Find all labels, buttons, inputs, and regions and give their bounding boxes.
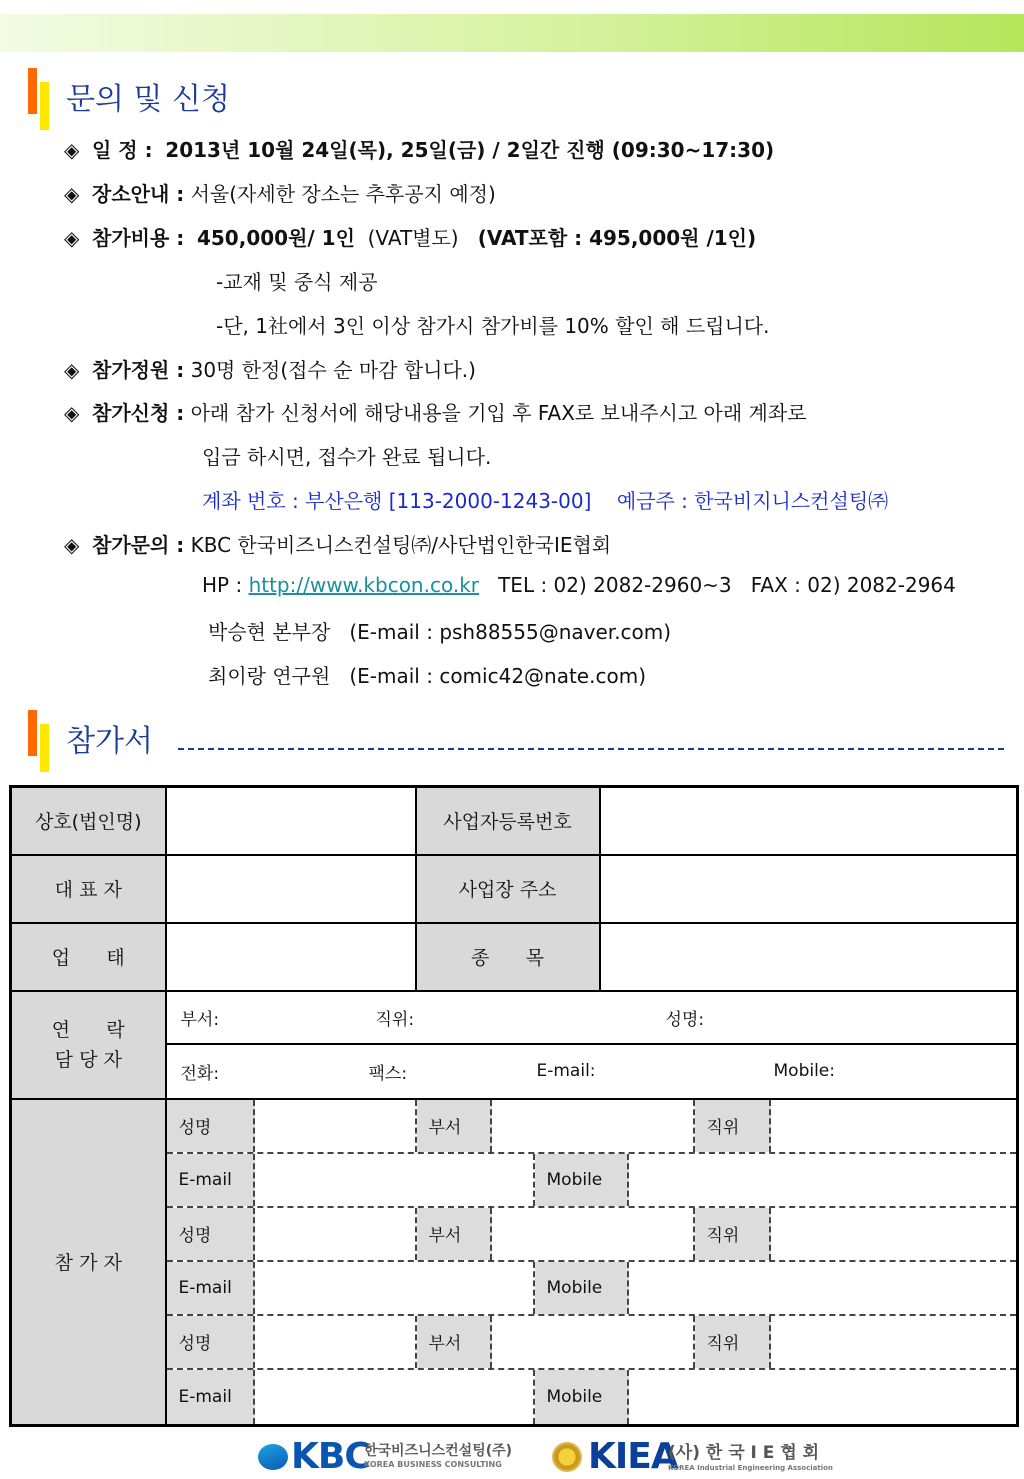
- participant-position-field[interactable]: [771, 1208, 1017, 1260]
- participant-name-field[interactable]: [255, 1100, 417, 1152]
- diamond-bullet-icon: ◈: [64, 226, 80, 250]
- capacity-label: 참가정원 :: [92, 358, 185, 382]
- orange-accent-bar: [28, 710, 37, 756]
- section-heading-inquiry: [28, 68, 1008, 130]
- participant-name-label: 성명: [167, 1316, 255, 1368]
- venue-line: [64, 178, 496, 207]
- participant-mobile-label: Mobile: [535, 1370, 629, 1424]
- participant-position-label: 직위: [695, 1100, 771, 1152]
- participant-2-row-a: [167, 1208, 1017, 1262]
- participant-mobile-field[interactable]: [629, 1262, 1017, 1314]
- dept-label: 부서:: [180, 1009, 220, 1030]
- company-name-field[interactable]: [166, 787, 416, 855]
- participant-position-label: 직위: [695, 1316, 771, 1368]
- orange-accent-bar: [28, 68, 37, 114]
- participants-label: 참 가 자: [11, 1099, 166, 1426]
- business-address-field[interactable]: [600, 855, 1018, 923]
- business-type-field[interactable]: [166, 923, 416, 991]
- kbc-logo: [258, 1436, 513, 1479]
- fee-label: 참가비용 :: [92, 226, 185, 250]
- apply-line1: 아래 참가 신청서에 해당내용을 기입 후 FAX로 보내주시고 아래 계좌로: [190, 401, 807, 425]
- business-number-label: 사업자등록번호: [416, 787, 600, 855]
- diamond-bullet-icon: ◈: [64, 533, 80, 557]
- footer-logos: [0, 1436, 1024, 1479]
- kiea-korean-name: (사) 한 국 I E 협 회: [668, 1443, 820, 1463]
- fee-note-discount: -단, 1社에서 3인 이상 참가시 참가비를 10% 할인 해 드립니다.: [216, 314, 770, 338]
- apply-label: 참가신청 :: [92, 401, 185, 425]
- tel-number: TEL : 02) 2082-2960~3: [498, 573, 732, 597]
- diamond-bullet-icon: ◈: [64, 182, 80, 206]
- business-address-label: 사업장 주소: [416, 855, 600, 923]
- apply-line2: 입금 하시면, 접수가 완료 됩니다.: [202, 445, 492, 469]
- participant-dept-label: 부서: [417, 1316, 492, 1368]
- participant-email-label: E-mail: [167, 1370, 255, 1424]
- ceo-field[interactable]: [166, 855, 416, 923]
- business-number-field[interactable]: [600, 787, 1018, 855]
- participant-mobile-label: Mobile: [535, 1154, 629, 1206]
- homepage-link[interactable]: http://www.kbcon.co.kr: [248, 573, 480, 597]
- participant-dept-label: 부서: [417, 1208, 492, 1260]
- participant-dept-field[interactable]: [492, 1100, 695, 1152]
- participants-fields: [166, 1099, 1018, 1426]
- participant-position-label: 직위: [695, 1208, 771, 1260]
- diamond-bullet-icon: ◈: [64, 138, 80, 162]
- diamond-bullet-icon: ◈: [64, 401, 80, 425]
- schedule-line: [64, 134, 774, 163]
- section-heading-application: [28, 710, 1008, 772]
- kbc-english-name: KOREA BUSINESS CONSULTING: [364, 1460, 502, 1469]
- contact-person2-line: [208, 660, 646, 689]
- fax-number: FAX : 02) 2082-2964: [750, 573, 956, 597]
- participant-email-label: E-mail: [167, 1262, 255, 1314]
- business-type-label: 업 태: [11, 923, 166, 991]
- participant-3-row-a: [167, 1316, 1017, 1370]
- section-title-application: 참가서: [66, 724, 153, 759]
- position-label: 직위:: [375, 1009, 415, 1030]
- person2-email: (E-mail : comic42@nate.com): [349, 664, 646, 688]
- bank-account: 계좌 번호 : 부산은행 [113-2000-1243-00]: [202, 489, 592, 513]
- contact-hp-line: [202, 573, 956, 597]
- top-banner-band: [0, 14, 1024, 52]
- contact-row-1[interactable]: [167, 992, 1017, 1045]
- phone-label: 전화:: [180, 1063, 220, 1084]
- contact-label: 참가문의 :: [92, 533, 185, 557]
- hp-label: HP :: [202, 573, 249, 597]
- participant-name-label: 성명: [167, 1100, 255, 1152]
- ceo-label: 대 표 자: [11, 855, 166, 923]
- contact-row-2[interactable]: [167, 1045, 1017, 1098]
- contact-line: [64, 529, 611, 558]
- capacity-value: 30명 한정(접수 순 마감 합니다.): [190, 358, 476, 382]
- participant-mobile-field[interactable]: [629, 1370, 1017, 1424]
- kiea-logo-text: KIEA: [588, 1436, 678, 1477]
- participant-dept-field[interactable]: [492, 1316, 695, 1368]
- fee-amount: 450,000원/ 1인: [196, 226, 355, 250]
- company-name-label: 상호(법인명): [11, 787, 166, 855]
- capacity-line: [64, 354, 476, 383]
- participant-1-row-b: [167, 1154, 1017, 1208]
- participant-2-row-b: [167, 1262, 1017, 1316]
- kbc-korean-name: 한국비즈니스컨설팅(주): [364, 1443, 513, 1459]
- person1-name: 박승현 본부장: [208, 620, 331, 644]
- fax-label: 팩스:: [368, 1063, 408, 1084]
- kiea-english-name: KOREA Industrial Engineering Association: [668, 1464, 833, 1472]
- bank-account-line: [202, 485, 888, 514]
- application-form: [9, 785, 1019, 1427]
- participant-3-row-b: [167, 1370, 1017, 1424]
- business-item-field[interactable]: [600, 923, 1018, 991]
- venue-value: 서울(자세한 장소는 추후공지 예정): [190, 182, 496, 206]
- fee-line: [64, 222, 756, 251]
- venue-label: 장소안내 :: [92, 182, 185, 206]
- fee-note-materials: -교재 및 중식 제공: [216, 270, 378, 294]
- kbc-swirl-icon: [258, 1444, 288, 1470]
- participant-1-row-a: [167, 1100, 1017, 1154]
- person2-name: 최이랑 연구원: [208, 664, 331, 688]
- kiea-seal-icon: [552, 1442, 582, 1472]
- schedule-label: 일 정 :: [92, 138, 153, 162]
- participant-name-label: 성명: [167, 1208, 255, 1260]
- participant-email-field[interactable]: [255, 1154, 535, 1206]
- section-title-inquiry: 문의 및 신청: [66, 82, 230, 117]
- participant-position-field[interactable]: [771, 1100, 1017, 1152]
- mobile-label: Mobile:: [773, 1061, 835, 1081]
- apply-line: [64, 397, 807, 426]
- business-item-label: 종 목: [416, 923, 600, 991]
- schedule-value: 2013년 10월 24일(목), 25일(금) / 2일간 진행 (09:30~17:30): [165, 138, 775, 162]
- fee-vat-note: (VAT별도): [367, 226, 459, 250]
- participant-mobile-field[interactable]: [629, 1154, 1017, 1206]
- email-label: E-mail:: [536, 1061, 596, 1081]
- contact-org: KBC 한국비즈니스컨설팅㈜/사단법인한국IE협회: [190, 533, 612, 557]
- participant-dept-label: 부서: [417, 1100, 492, 1152]
- participant-dept-field[interactable]: [492, 1208, 695, 1260]
- fee-vat-included: (VAT포함 : 495,000원 /1인): [477, 226, 757, 250]
- contact-person1-line: [208, 616, 671, 645]
- yellow-accent-bar: [40, 724, 49, 772]
- contact-person-label: [11, 991, 166, 1099]
- kiea-logo: [550, 1436, 833, 1479]
- participant-email-field[interactable]: [255, 1262, 535, 1314]
- account-holder: 예금주 : 한국비지니스컨설팅㈜: [616, 489, 889, 513]
- participant-name-field[interactable]: [255, 1208, 417, 1260]
- participant-email-label: E-mail: [167, 1154, 255, 1206]
- diamond-bullet-icon: ◈: [64, 358, 80, 382]
- participant-name-field[interactable]: [255, 1316, 417, 1368]
- dashed-divider: [178, 748, 1004, 750]
- participant-email-field[interactable]: [255, 1370, 535, 1424]
- person1-email: (E-mail : psh88555@naver.com): [349, 620, 672, 644]
- participant-position-field[interactable]: [771, 1316, 1017, 1368]
- contact-person-label-line2: 담 당 자: [54, 1048, 122, 1071]
- yellow-accent-bar: [40, 82, 49, 130]
- contact-person-label-line1: 연 락: [51, 1018, 125, 1041]
- contact-person-fields: [166, 991, 1018, 1099]
- name-label: 성명:: [665, 1009, 705, 1030]
- kbc-logo-text: KBC: [291, 1436, 370, 1477]
- participant-mobile-label: Mobile: [535, 1262, 629, 1314]
